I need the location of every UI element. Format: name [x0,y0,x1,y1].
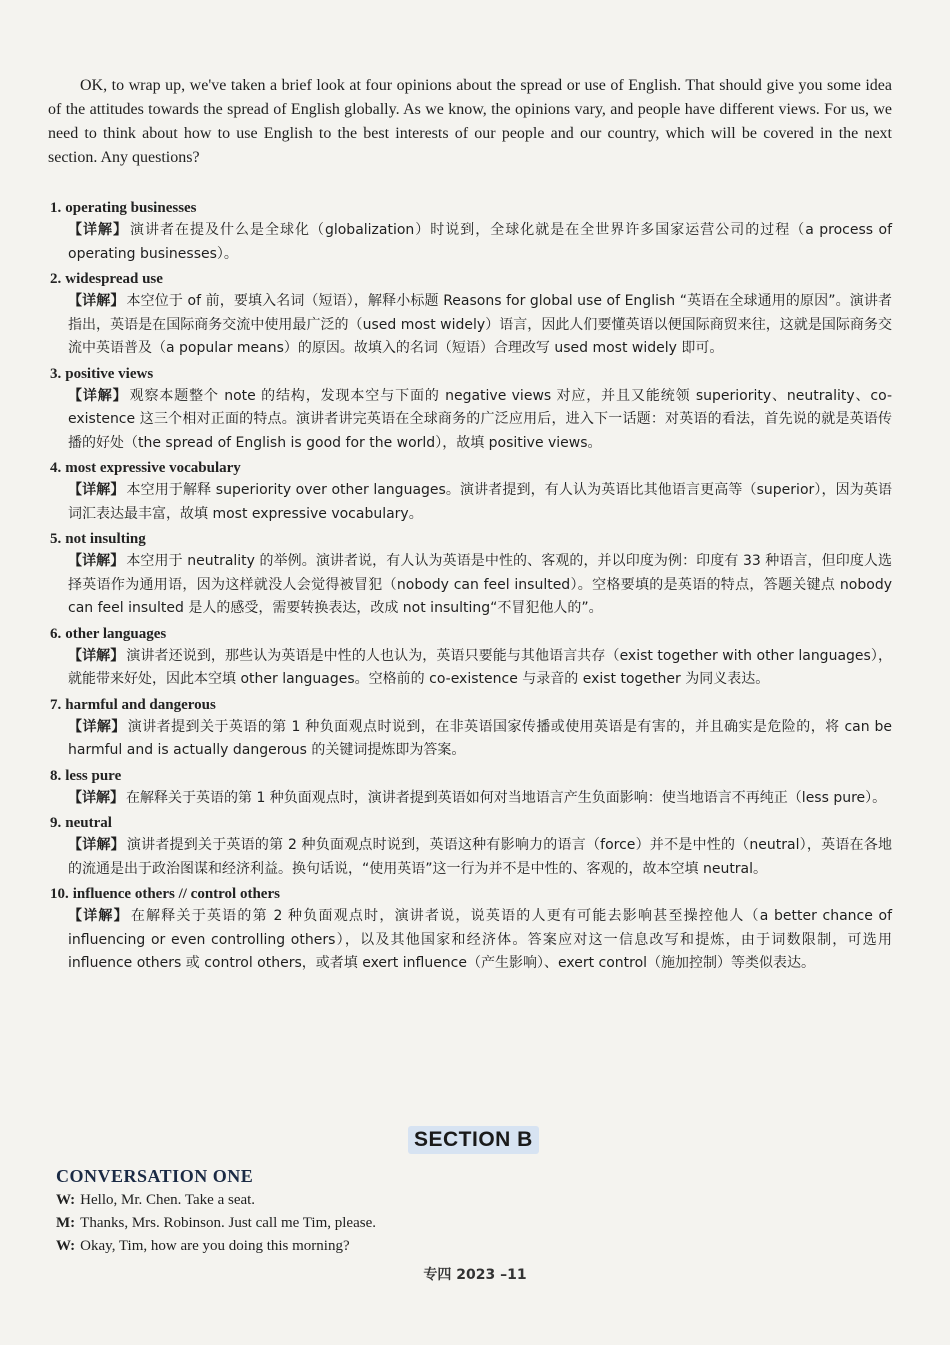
dialogue-text: Hello, Mr. Chen. Take a seat. [80,1192,256,1208]
item-number: 10. [50,886,69,902]
answer-item [50,269,892,361]
answer-item [50,766,892,811]
answer-explanation: 演讲者还说到，那些认为英语是中性的人也认为，英语只要能与其他语言共存（exist together with other languages），就能带来好处，因此本空填 other languages。空格前的 co-existence 与录音的 exist together 为同义表达。 [68,647,893,687]
item-number: 6. [50,625,62,642]
explain-tag: 【详解】 [68,553,125,569]
item-number: 5. [50,531,62,547]
explain-tag: 【详解】 [68,482,125,498]
answer-title: widespread use [65,271,163,287]
dialogue-line [56,1189,896,1212]
item-number: 3. [50,365,62,382]
conversation-title: CONVERSATION ONE [56,1166,254,1186]
answer-title: positive views [65,365,154,382]
dialogue-line [56,1212,896,1235]
answer-title: harmful and dangerous [65,696,216,713]
answer-item [50,624,892,692]
answer-title: less pure [65,767,122,784]
answer-explanation: 本空用于 neutrality 的举例。演讲者说，有人认为英语是中性的、客观的，并以印度为例：印度有 33 种语言，但印度人选择英语作为通用语，因为这样就没人会觉得被冒犯（nobody can feel insulted）。空格要填的是英语的特点，答题关键点 nobody can feel insulted 是人的感受，需要转换表达，改成 not insulting“不冒犯他人的”。 [68,553,892,616]
intro-paragraph: OK, to wrap up, we've taken a brief look at four opinions about the spread or use of English. That should give you some idea of the attitudes towards the spread of English globally. As we know, the opinions vary, and people have different views. For us, we need to think about how to use English to the best interests of our people and our country, which will be covered in the next section. Any questions? [48,77,892,166]
answer-item [50,198,892,266]
answer-explanation: 观察本题整个 note 的结构，发现本空与下面的 negative views 对应，并且又能统领 superiority、neutrality、co-existence 这三个相对正面的特点。演讲者讲完英语在全球商务的广泛应用后，进入下一话题：对英语的看法，首先说的就是英语传播的好处（the spread of English is good for the world），故填 positive views。 [68,387,893,451]
answer-explanations [50,198,892,979]
explain-tag: 【详解】 [68,837,125,853]
explain-tag: 【详解】 [68,293,125,309]
item-number: 4. [50,460,62,476]
item-number: 8. [50,767,62,784]
answer-title: most expressive vocabulary [65,460,241,476]
item-number: 9. [50,815,62,831]
speaker-label: W: [56,1238,76,1254]
dialogue-text: Okay, Tim, how are you doing this morning? [80,1238,350,1254]
answer-title: operating businesses [65,200,197,216]
item-number: 7. [50,696,62,713]
explain-tag: 【详解】 [68,647,125,664]
answer-title: influence others // control others [72,886,280,902]
answer-item [50,529,892,621]
answer-title: not insulting [65,531,146,547]
answer-explanation: 演讲者提到关于英语的第 2 种负面观点时说到，英语这种有影响力的语言（force）并不是中性的（neutral），英语在各地的流通是出于政治图谋和经济利益。换句话说，“使用英语”这一行为并不是中性的、客观的，故本空填 neutral。 [68,837,893,877]
answer-explanation: 演讲者提到关于英语的第 1 种负面观点时说到，在非英语国家传播或使用英语是有害的，并且确实是危险的，将 can be harmful and is actually dangerous 的关键词提炼即为答案。 [68,718,893,758]
explain-tag: 【详解】 [68,789,124,806]
answer-title: other languages [65,625,167,642]
explain-tag: 【详解】 [68,908,129,924]
explain-tag: 【详解】 [68,718,126,735]
answer-explanation: 在解释关于英语的第 1 种负面观点时，演讲者提到英语如何对当地语言产生负面影响：使当地语言不再纯正（less pure）。 [126,789,887,806]
answer-explanation: 本空用于解释 superiority over other languages。演讲者提到，有人认为英语比其他语言更高等（superior），因为英语词汇表达最丰富，故填 most expressive vocabulary。 [68,482,892,522]
explain-tag: 【详解】 [68,387,128,404]
answer-explanation: 本空位于 of 前，要填入名词（短语），解释小标题 Reasons for global use of English “英语在全球通用的原因”。演讲者指出，英语是在国际商务交流中使用最广泛的（used most widely）语言，因此人们要懂英语以便国际商贸来往，这就是国际商务交流中英语普及（a popular means）的原因。故填入的名词（短语）合理改写 used most widely 即可。 [68,293,893,356]
dialogue-line [56,1235,896,1258]
dialogue [56,1189,896,1258]
answer-item [50,458,892,526]
section-heading: SECTION B [408,1126,539,1154]
answer-item [50,884,892,976]
answer-explanation: 演讲者在提及什么是全球化（globalization）时说到，全球化就是在全世界许多国家运营公司的过程（a process of operating businesses）。 [68,222,893,262]
answer-explanation: 在解释关于英语的第 2 种负面观点时，演讲者说，说英语的人更有可能去影响甚至操控他人（a better chance of influencing or even controlling others），以及其他国家和经济体。答案应对这一信息改写和提炼，由于词数限制，可选用 influence others 或 control others，或者填 exert influence（产生影响）、exert control（施加控制）等类似表达。 [68,908,892,971]
speaker-label: W: [56,1192,76,1208]
dialogue-text: Thanks, Mrs. Robinson. Just call me Tim, please. [80,1215,376,1231]
speaker-label: M: [56,1215,76,1231]
item-number: 1. [50,200,62,216]
answer-title: neutral [65,815,112,831]
answer-item [50,695,892,763]
page-footer: 专四 2023 –11 [423,1267,527,1283]
item-number: 2. [50,271,62,287]
answer-item [50,813,892,881]
explain-tag: 【详解】 [68,222,128,238]
answer-item [50,364,892,456]
